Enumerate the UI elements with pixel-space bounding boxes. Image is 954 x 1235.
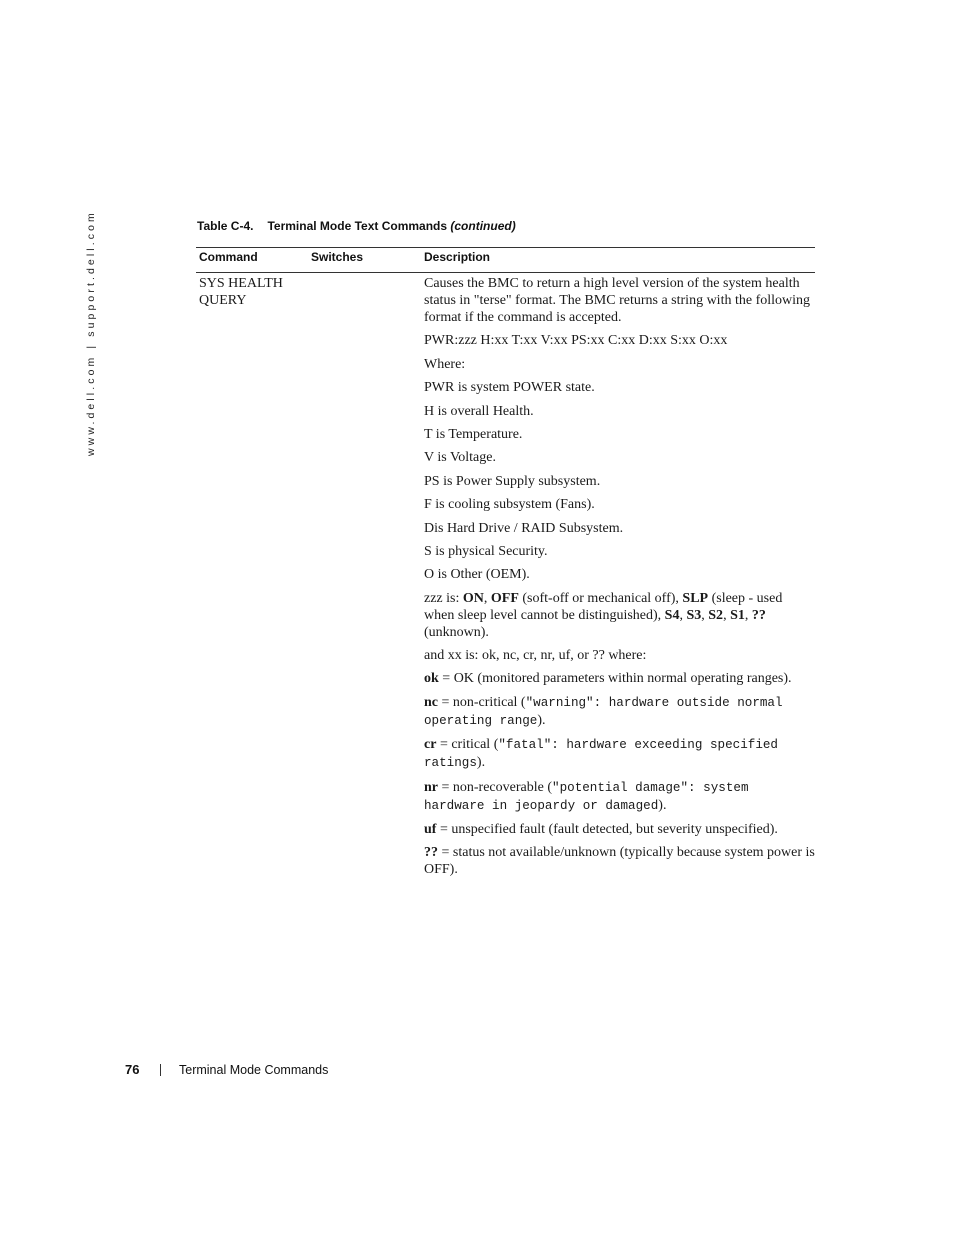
desc-format: PWR:zzz H:xx T:xx V:xx PS:xx C:xx D:xx S:xx O:xx bbox=[424, 333, 728, 349]
header-description: Description bbox=[424, 250, 491, 264]
table-caption bbox=[197, 219, 516, 233]
legend-item: H is overall Health. bbox=[424, 403, 534, 419]
legend-item: Dis Hard Drive / RAID Subsystem. bbox=[424, 520, 624, 536]
status-na: ?? = status not available/unknown (typically because system power is OFF). bbox=[424, 845, 815, 878]
table-caption-continued: (continued) bbox=[450, 219, 516, 233]
status-nr: nr = non-recoverable ("potential damage": system hardware in jeopardy or damaged). bbox=[424, 779, 749, 813]
legend-item: PS is Power Supply subsystem. bbox=[424, 473, 601, 489]
description-cell bbox=[424, 275, 815, 885]
table-header-rule bbox=[196, 272, 815, 273]
footer-section-title: Terminal Mode Commands bbox=[179, 1063, 329, 1077]
legend-item: PWR is system POWER state. bbox=[424, 380, 595, 396]
desc-where: Where: bbox=[424, 356, 466, 372]
status-cr: cr = critical ("fatal": hardware exceeding specified ratings). bbox=[424, 737, 778, 771]
command-cell: SYS HEALTH QUERY bbox=[199, 276, 283, 308]
legend-item: O is Other (OEM). bbox=[424, 567, 530, 583]
desc-xx-intro: and xx is: ok, nc, cr, nr, uf, or ?? where: bbox=[424, 648, 647, 664]
desc-intro: Causes the BMC to return a high level version of the system health status in "terse" format. The BMC returns a string with the following format if the command is accepted. bbox=[424, 276, 811, 325]
footer-divider bbox=[160, 1064, 161, 1076]
side-url: www.dell.com | support.dell.com bbox=[85, 210, 97, 456]
table-caption-label: Table C-4. bbox=[197, 219, 254, 233]
legend-item: T is Temperature. bbox=[424, 426, 523, 442]
header-switches: Switches bbox=[311, 250, 364, 264]
status-uf: uf = unspecified fault (fault detected, but severity unspecified). bbox=[424, 822, 778, 838]
legend-item: V is Voltage. bbox=[424, 450, 496, 466]
page-number: 76 bbox=[125, 1062, 140, 1077]
legend-item: F is cooling subsystem (Fans). bbox=[424, 497, 595, 513]
table-caption-title: Terminal Mode Text Commands bbox=[267, 219, 451, 233]
table-top-rule bbox=[196, 247, 815, 248]
legend-item: S is physical Security. bbox=[424, 543, 548, 559]
header-command: Command bbox=[199, 250, 258, 264]
status-ok: ok = OK (monitored parameters within normal operating ranges). bbox=[424, 671, 792, 687]
status-nc: nc = non-critical ("warning": hardware outside normal operating range). bbox=[424, 694, 783, 728]
desc-zzz-states: zzz is: ON, OFF (soft-off or mechanical off), SLP (sleep - used when sleep level cannot be distinguished), S4, S3, S2, S1, ?? (unknown). bbox=[424, 590, 783, 640]
